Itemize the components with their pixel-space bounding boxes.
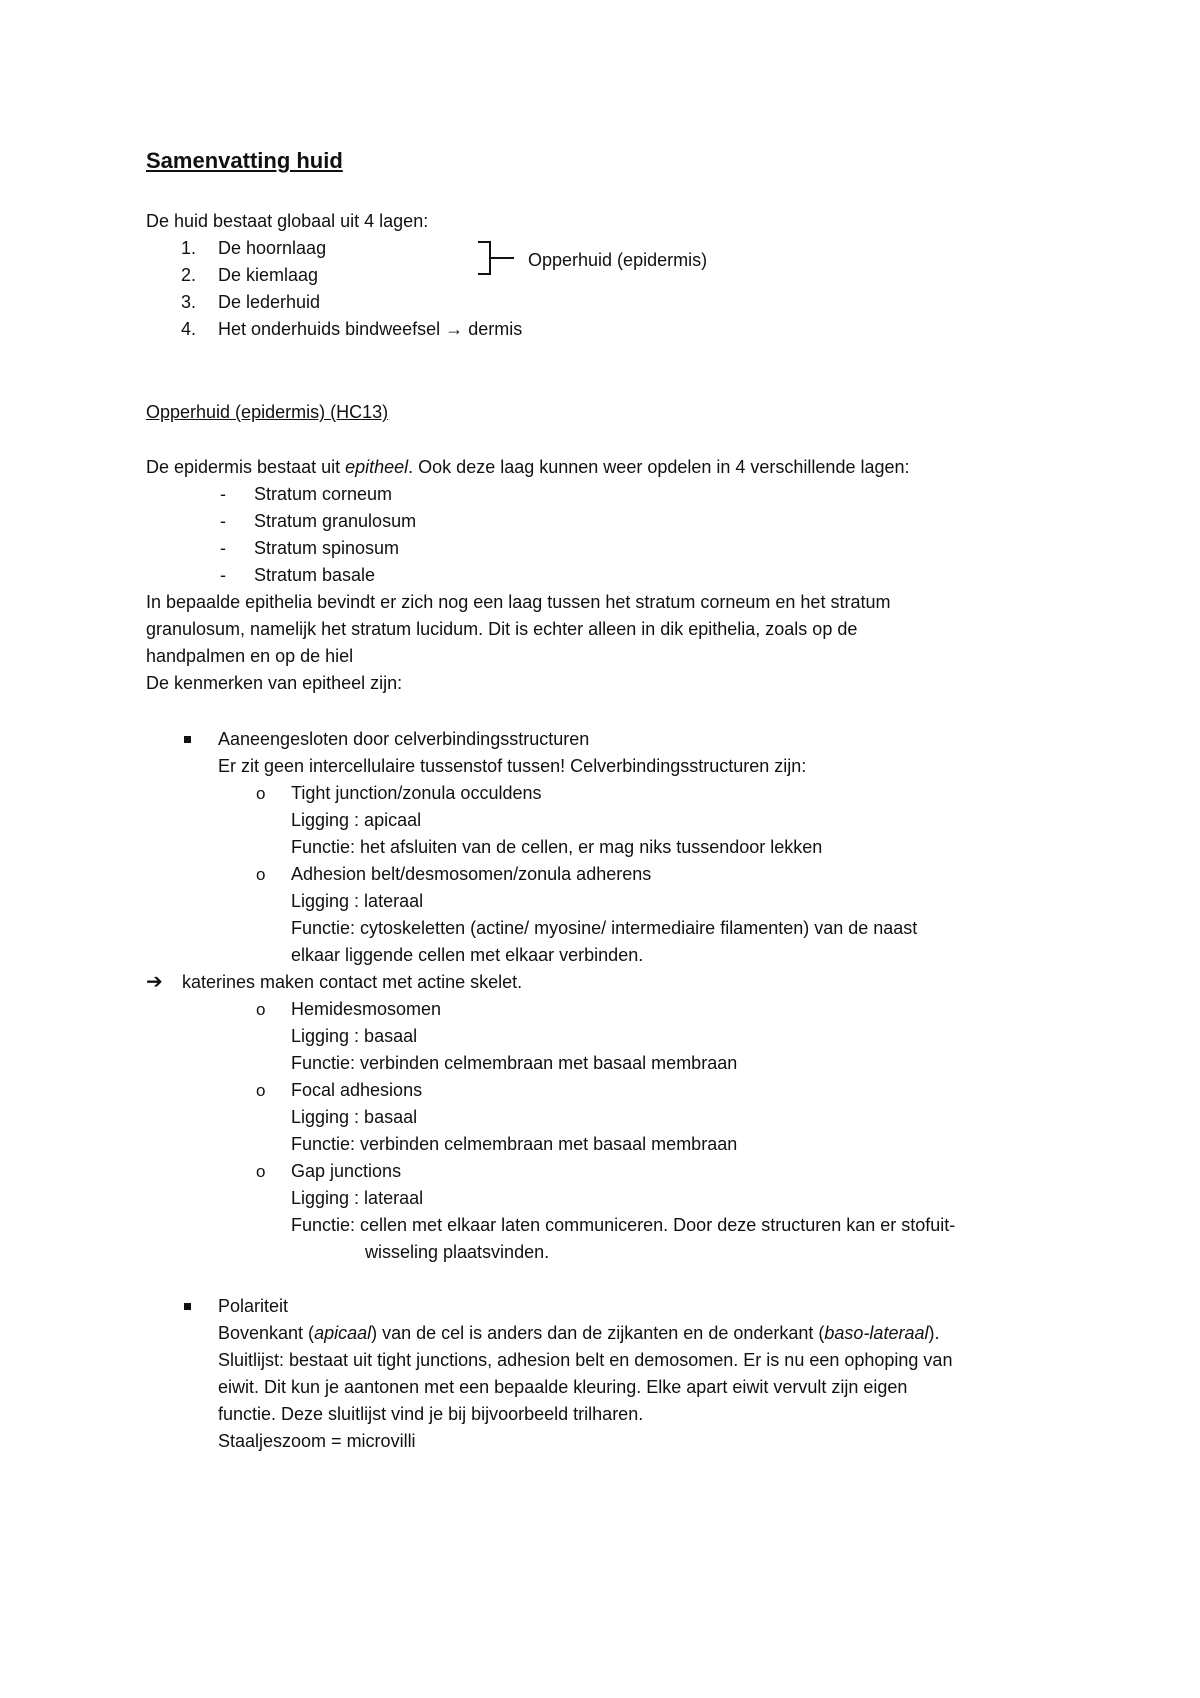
paragraph-italic: baso-lateraal	[824, 1323, 929, 1343]
circle-bullet-icon: o	[256, 1162, 266, 1181]
list-number: 1.	[180, 238, 196, 258]
stratum-item: Stratum basale	[254, 565, 376, 585]
list-number: 4.	[180, 319, 196, 339]
junction-functie: wisseling plaatsvinden.	[365, 1242, 550, 1262]
junction-name: Gap junctions	[291, 1161, 402, 1181]
list-item: De lederhuid	[218, 292, 321, 312]
junction-functie: Functie: cellen met elkaar laten communiceren. Door deze structuren kan er stofuit-	[291, 1215, 956, 1235]
dash-marker: -	[220, 484, 226, 504]
junction-ligging: Ligging : apicaal	[291, 810, 422, 830]
bullet-subtext: Er zit geen intercellulaire tussenstof tussen! Celverbindingsstructuren zijn:	[218, 756, 807, 776]
list-item: De hoornlaag	[218, 238, 327, 258]
paragraph-line: functie. Deze sluitlijst vind je bij bijvoorbeeld trilharen.	[218, 1404, 644, 1424]
paragraph-italic: apicaal	[314, 1323, 372, 1343]
list-number: 3.	[180, 292, 196, 312]
junction-ligging: Ligging : lateraal	[291, 1188, 424, 1208]
junction-name: Hemidesmosomen	[291, 999, 442, 1019]
list-number: 2.	[180, 265, 196, 285]
bracket-label: Opperhuid (epidermis)	[528, 250, 708, 270]
junction-functie: Functie: verbinden celmembraan met basaal membraan	[291, 1134, 738, 1154]
section-heading: Opperhuid (epidermis) (HC13)	[146, 402, 389, 422]
junction-name: Focal adhesions	[291, 1080, 423, 1100]
junction-name: Adhesion belt/desmosomen/zonula adherens	[291, 864, 652, 884]
circle-bullet-icon: o	[256, 1000, 266, 1019]
paragraph-text: De epidermis bestaat uit	[146, 457, 346, 477]
paragraph-line: granulosum, namelijk het stratum lucidum. Dit is echter alleen in dik epithelia, zoals op de	[146, 619, 858, 639]
junction-ligging: Ligging : basaal	[291, 1026, 418, 1046]
paragraph-italic: epitheel	[345, 457, 409, 477]
junction-ligging: Ligging : basaal	[291, 1107, 418, 1127]
right-arrow-icon: →	[445, 319, 464, 339]
paragraph-line: Staaljeszoom = microvilli	[218, 1431, 416, 1451]
paragraph-text: ).	[928, 1323, 940, 1343]
paragraph-line: handpalmen en op de hiel	[146, 646, 354, 666]
paragraph-line: De kenmerken van epitheel zijn:	[146, 673, 403, 693]
dash-marker: -	[220, 538, 226, 558]
list-item	[218, 318, 522, 340]
arrow-right-icon: ➔	[146, 971, 163, 993]
list-item-text: Het onderhuids bindweefsel	[218, 319, 441, 339]
paragraph-text: . Ook deze laag kunnen weer opdelen in 4 verschillende lagen:	[408, 457, 910, 477]
list-item: De kiemlaag	[218, 265, 319, 285]
bullet-square-icon	[184, 736, 191, 743]
list-item-after: dermis	[468, 319, 523, 339]
junction-name: Tight junction/zonula occuldens	[291, 783, 542, 803]
circle-bullet-icon: o	[256, 865, 266, 884]
bracket-icon	[476, 240, 518, 276]
dash-marker: -	[220, 565, 226, 585]
junction-functie: elkaar liggende cellen met elkaar verbinden.	[291, 945, 644, 965]
paragraph-text: ) van de cel is anders dan de zijkanten en de onderkant (	[371, 1323, 825, 1343]
junction-functie: Functie: het afsluiten van de cellen, er mag niks tussendoor lekken	[291, 837, 823, 857]
document-title: Samenvatting huid	[146, 148, 343, 173]
stratum-item: Stratum corneum	[254, 484, 393, 504]
paragraph	[146, 456, 910, 478]
circle-bullet-icon: o	[256, 1081, 266, 1100]
dash-marker: -	[220, 511, 226, 531]
bullet-title: Aaneengesloten door celverbindingsstructuren	[218, 729, 590, 749]
paragraph-line: eiwit. Dit kun je aantonen met een bepaalde kleuring. Elke apart eiwit vervult zijn eigen	[218, 1377, 908, 1397]
junction-functie: Functie: cytoskeletten (actine/ myosine/ intermediaire filamenten) van de naast	[291, 918, 918, 938]
junction-ligging: Ligging : lateraal	[291, 891, 424, 911]
stratum-item: Stratum spinosum	[254, 538, 400, 558]
paragraph-line	[218, 1322, 939, 1344]
circle-bullet-icon: o	[256, 784, 266, 803]
paragraph-line: In bepaalde epithelia bevindt er zich nog een laag tussen het stratum corneum en het stratum	[146, 592, 891, 612]
junction-functie: Functie: verbinden celmembraan met basaal membraan	[291, 1053, 738, 1073]
bullet-title: Polariteit	[218, 1296, 289, 1316]
stratum-item: Stratum granulosum	[254, 511, 417, 531]
paragraph-text: Bovenkant (	[218, 1323, 315, 1343]
paragraph-line: Sluitlijst: bestaat uit tight junctions, adhesion belt en demosomen. Er is nu een ophoping van	[218, 1350, 953, 1370]
bullet-square-icon	[184, 1303, 191, 1310]
note-text: katerines maken contact met actine skelet.	[182, 972, 523, 992]
intro-text: De huid bestaat globaal uit 4 lagen:	[146, 211, 429, 231]
